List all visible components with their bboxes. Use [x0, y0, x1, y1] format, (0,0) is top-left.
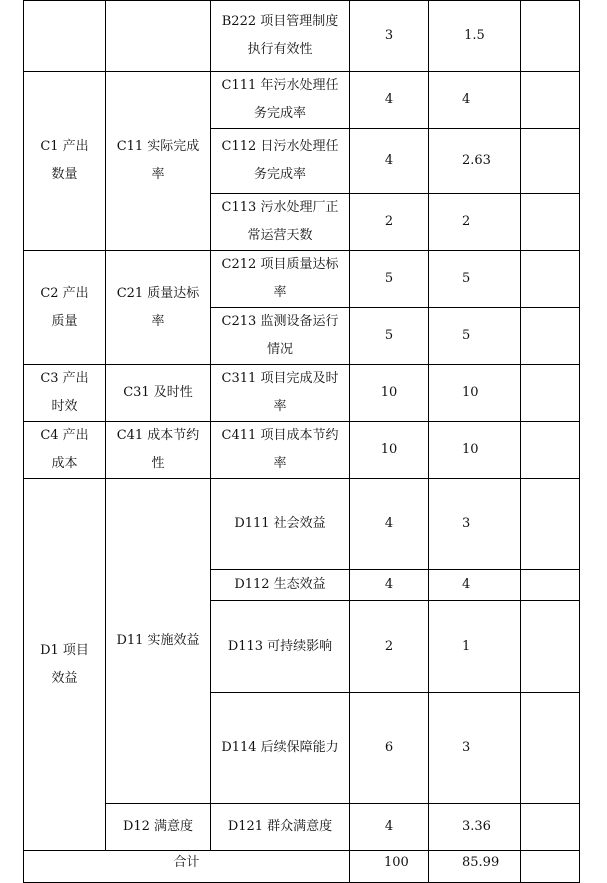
score-cell: 3	[429, 693, 521, 804]
weight-cell: 2	[350, 601, 429, 693]
indicator-cell: D114 后续保障能力	[211, 693, 350, 804]
level1-cell: D1 项目效益	[24, 479, 106, 851]
remark-cell	[521, 570, 580, 601]
indicator-cell: C212 项目质量达标率	[211, 251, 350, 308]
indicator-cell: D112 生态效益	[211, 570, 350, 601]
indicator-cell: D121 群众满意度	[211, 804, 350, 851]
weight-cell: 5	[350, 308, 429, 365]
evaluation-table	[23, 0, 580, 883]
weight-cell: 4	[350, 570, 429, 601]
remark-cell	[521, 479, 580, 570]
level2-cell: D12 满意度	[106, 804, 211, 851]
weight-cell: 4	[350, 72, 429, 129]
indicator-cell: C411 项目成本节约率	[211, 422, 350, 479]
weight-cell: 4	[350, 129, 429, 194]
table-row	[24, 72, 580, 129]
level1-cell: C1 产出数量	[24, 72, 106, 251]
score-cell: 4	[429, 570, 521, 601]
remark-cell	[521, 194, 580, 251]
level1-cell	[24, 1, 106, 72]
level2-cell: C21 质量达标率	[106, 251, 211, 365]
remark-cell	[521, 72, 580, 129]
level2-cell: C11 实际完成率	[106, 72, 211, 251]
table-row	[24, 479, 580, 570]
weight-cell: 3	[350, 1, 429, 72]
indicator-cell: C112 日污水处理任务完成率	[211, 129, 350, 194]
table-row	[24, 804, 580, 851]
indicator-cell: C311 项目完成及时率	[211, 365, 350, 422]
level2-cell: D11 实施效益	[106, 479, 211, 804]
remark-cell	[521, 851, 580, 883]
table-row	[24, 1, 580, 72]
level1-cell: C3 产出时效	[24, 365, 106, 422]
remark-cell	[521, 1, 580, 72]
weight-cell: 10	[350, 365, 429, 422]
table-row	[24, 422, 580, 479]
indicator-cell: D113 可持续影响	[211, 601, 350, 693]
indicator-cell: B222 项目管理制度执行有效性	[211, 1, 350, 72]
indicator-cell: C213 监测设备运行情况	[211, 308, 350, 365]
weight-cell: 6	[350, 693, 429, 804]
total-row	[24, 851, 580, 883]
level1-cell: C4 产出成本	[24, 422, 106, 479]
level2-cell	[106, 1, 211, 72]
score-cell: 2.63	[429, 129, 521, 194]
remark-cell	[521, 601, 580, 693]
score-cell: 10	[429, 365, 521, 422]
score-cell: 1	[429, 601, 521, 693]
score-cell: 1.5	[429, 1, 521, 72]
weight-cell: 4	[350, 804, 429, 851]
level1-cell: C2 产出质量	[24, 251, 106, 365]
indicator-cell: D111 社会效益	[211, 479, 350, 570]
remark-cell	[521, 308, 580, 365]
indicator-cell: C111 年污水处理任务完成率	[211, 72, 350, 129]
level2-cell: C31 及时性	[106, 365, 211, 422]
score-cell: 5	[429, 308, 521, 365]
table-row	[24, 251, 580, 308]
remark-cell	[521, 422, 580, 479]
table-row	[24, 365, 580, 422]
score-cell: 5	[429, 251, 521, 308]
total-label: 合计	[24, 851, 350, 883]
remark-cell	[521, 251, 580, 308]
remark-cell	[521, 693, 580, 804]
score-cell: 3	[429, 479, 521, 570]
total-weight: 100	[350, 851, 429, 883]
remark-cell	[521, 129, 580, 194]
remark-cell	[521, 365, 580, 422]
indicator-cell: C113 污水处理厂正常运营天数	[211, 194, 350, 251]
total-score: 85.99	[429, 851, 521, 883]
score-cell: 4	[429, 72, 521, 129]
score-cell: 10	[429, 422, 521, 479]
remark-cell	[521, 804, 580, 851]
weight-cell: 10	[350, 422, 429, 479]
score-cell: 2	[429, 194, 521, 251]
weight-cell: 4	[350, 479, 429, 570]
score-cell: 3.36	[429, 804, 521, 851]
weight-cell: 5	[350, 251, 429, 308]
weight-cell: 2	[350, 194, 429, 251]
level2-cell: C41 成本节约性	[106, 422, 211, 479]
